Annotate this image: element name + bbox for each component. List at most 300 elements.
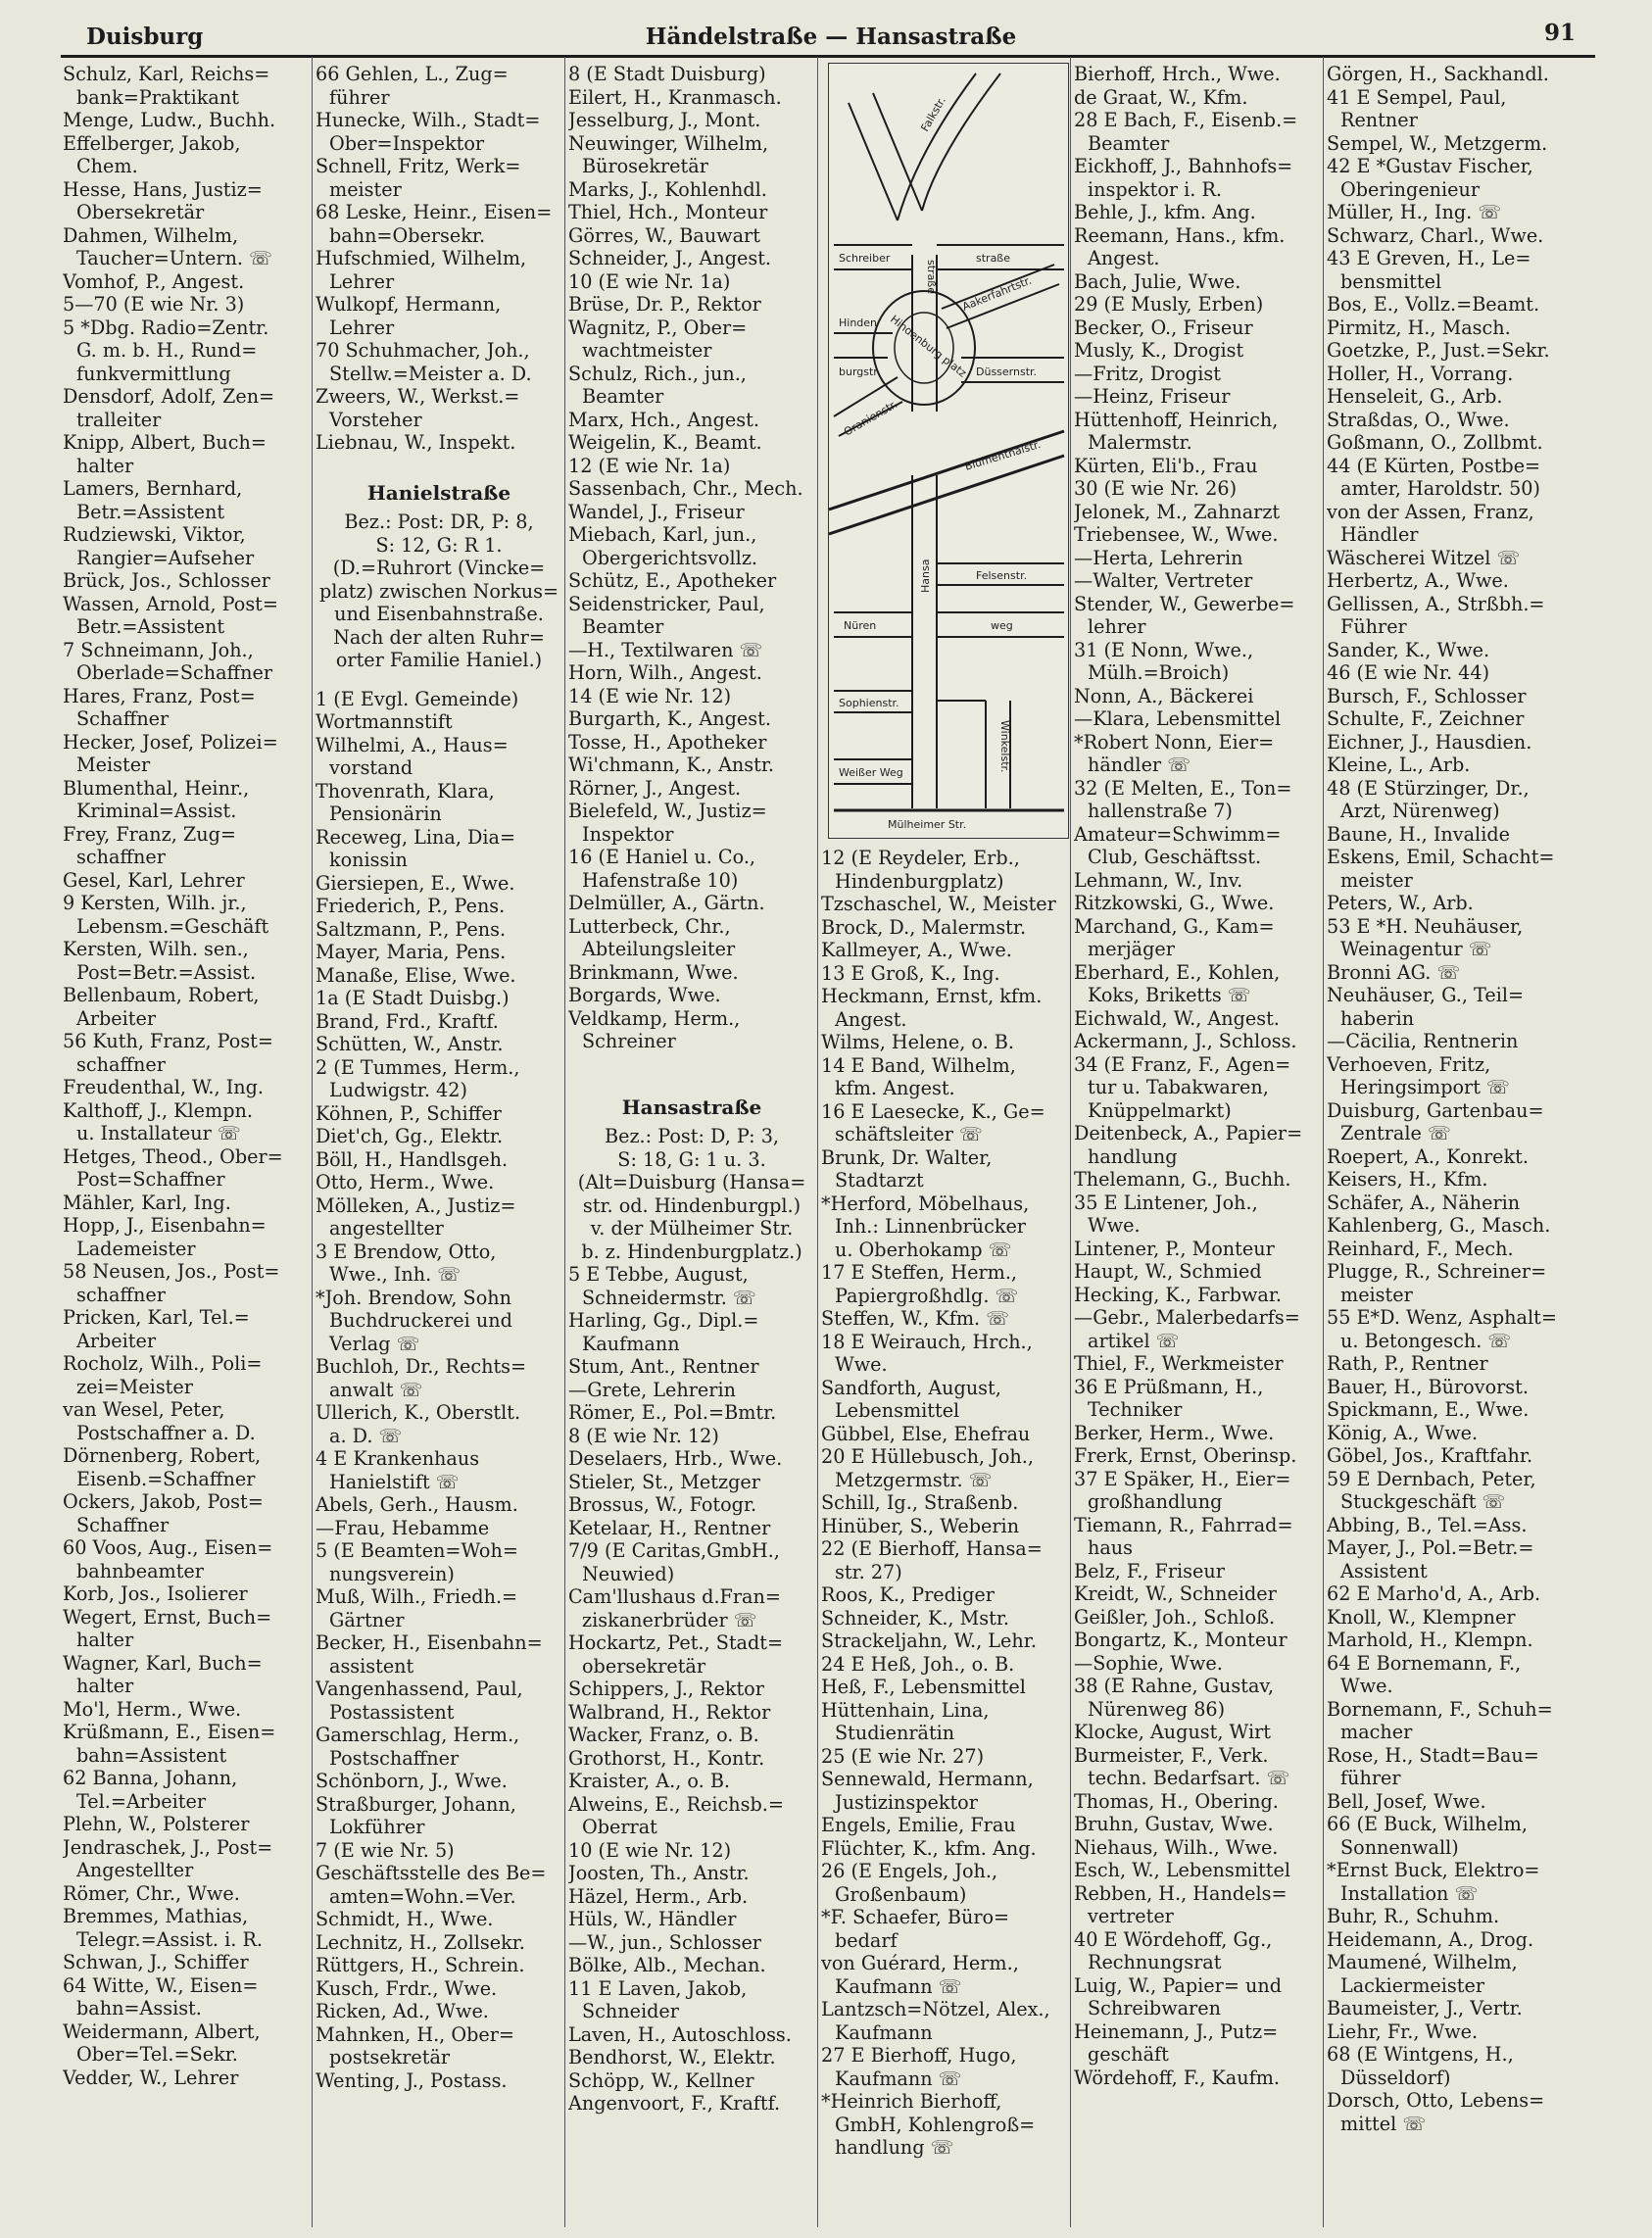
directory-entry: 8 (E wie Nr. 12)	[568, 1424, 719, 1447]
directory-entry: Mayer, Maria, Pens.	[316, 941, 507, 963]
directory-entry: Marx, Hch., Angest.	[568, 408, 759, 431]
directory-entry: Eskens, Emil, Schacht=	[1327, 846, 1555, 868]
directory-entry: Rudziewski, Viktor,	[63, 523, 246, 546]
entry-continuation: Chem.	[76, 155, 138, 177]
map-label-nueren: Nüren	[844, 619, 877, 632]
directory-entry: 14 (E wie Nr. 12)	[568, 684, 732, 707]
entry-continuation: angestellter	[329, 1217, 444, 1240]
directory-entry: 28 E Bach, F., Eisenb.=	[1074, 109, 1298, 131]
entry-continuation: kfm. Angest.	[835, 1077, 955, 1099]
directory-entry: Sempel, W., Metzgerm.	[1327, 131, 1548, 155]
directory-entry: Belz, F., Friseur	[1074, 1559, 1225, 1582]
directory-entry: —Fritz, Drogist	[1074, 362, 1221, 385]
directory-entry: Bierhoff, Hrch., Wwe.	[1074, 63, 1281, 85]
entry-continuation: amten=Wohn.=Ver.	[329, 1884, 516, 1908]
directory-entry: Jesselburg, J., Mont.	[568, 109, 761, 131]
directory-entry: Hecking, K., Farbwar.	[1074, 1283, 1282, 1306]
directory-entry: Bongartz, K., Monteur	[1074, 1629, 1288, 1651]
entry-continuation: amter, Haroldstr. 50)	[1340, 477, 1540, 500]
directory-entry: 3 E Brendow, Otto,	[316, 1240, 497, 1263]
entry-continuation: vertreter	[1088, 1905, 1174, 1927]
entry-continuation: bahnbeamter	[76, 1559, 204, 1582]
entry-continuation: Wwe., Inh. ☏	[329, 1263, 462, 1286]
street-description: S: 18, G: 1 u. 3.	[617, 1147, 766, 1171]
directory-entry: Liehr, Fr., Wwe.	[1327, 2019, 1479, 2043]
directory-entry: Wagnitz, P., Ober=	[568, 316, 748, 339]
directory-entry: Kreidt, W., Schneider	[1074, 1582, 1277, 1605]
directory-entry: 66 (E Buck, Wilhelm,	[1327, 1813, 1528, 1835]
directory-entry: 4 E Krankenhaus	[316, 1447, 480, 1470]
entry-continuation: Kriminal=Assist.	[76, 800, 237, 822]
directory-column-6	[1327, 63, 1593, 2224]
directory-entry: Roos, K., Prediger	[821, 1583, 995, 1606]
entry-continuation: Lebensm.=Geschäft	[76, 914, 269, 938]
entry-continuation: bedarf	[835, 1928, 898, 1952]
entry-continuation: u. Oberhokamp ☏	[835, 1238, 1012, 1261]
directory-entry: Wäscherei Witzel ☏	[1327, 546, 1521, 569]
directory-entry: Giersiepen, E., Wwe.	[316, 871, 515, 895]
entry-continuation: Ober=Tel.=Sekr.	[76, 2043, 238, 2066]
directory-entry: Göbel, Jos., Kraftfahr.	[1327, 1444, 1533, 1467]
directory-entry: Berker, Herm., Wwe.	[1074, 1421, 1275, 1444]
directory-entry: Pirmitz, H., Masch.	[1327, 316, 1511, 339]
entry-continuation: meister	[1340, 1283, 1413, 1306]
directory-entry: Lehmann, W., Inv.	[1074, 868, 1243, 892]
map-label-burgstr: burgstr	[839, 365, 878, 378]
entry-continuation: tralleiter	[76, 408, 162, 431]
directory-entry: Rüttgers, H., Schrein.	[316, 1954, 525, 1976]
directory-entry: Bell, Josef, Wwe.	[1327, 1789, 1486, 1813]
entry-continuation: Rechnungsrat	[1088, 1951, 1222, 1973]
directory-entry: Kusch, Frdr., Wwe.	[316, 1976, 498, 2000]
directory-entry: Abbing, B., Tel.=Ass.	[1327, 1513, 1528, 1536]
entry-continuation: Lebensmittel	[835, 1399, 960, 1422]
entry-continuation: Angest.	[1088, 247, 1160, 269]
street-description: orter Familie Haniel.)	[335, 649, 543, 671]
directory-entry: Schönborn, J., Wwe.	[316, 1770, 508, 1792]
directory-entry: Becker, H., Eisenbahn=	[316, 1631, 543, 1654]
directory-entry: Engels, Emilie, Frau	[821, 1814, 1016, 1836]
directory-entry: Veldkamp, Herm.,	[568, 1006, 741, 1030]
directory-entry: Marks, J., Kohlenhdl.	[568, 177, 767, 201]
directory-entry: —Frau, Hebamme	[316, 1516, 490, 1539]
column-divider	[1070, 57, 1071, 2227]
directory-entry: 7 Schneimann, Joh.,	[63, 638, 254, 661]
directory-entry: 53 E *H. Neuhäuser,	[1327, 914, 1524, 938]
directory-entry: Herbertz, A., Wwe.	[1327, 569, 1509, 592]
entry-continuation: nungsverein)	[329, 1562, 455, 1585]
entry-continuation: Heringsimport ☏	[1340, 1076, 1511, 1098]
map-label-weisser-weg: Weißer Weg	[839, 766, 903, 779]
directory-entry: Burmeister, F., Verk.	[1074, 1743, 1269, 1767]
entry-continuation: Malermstr.	[1088, 431, 1192, 454]
directory-entry: Manaße, Elise, Wwe.	[316, 963, 516, 987]
directory-entry: 43 E Greven, H., Le=	[1327, 247, 1531, 269]
directory-entry: Mo'l, Herm., Wwe.	[63, 1697, 242, 1721]
directory-entry: Hockartz, Pet., Stadt=	[568, 1631, 784, 1654]
directory-entry: Receweg, Lina, Dia=	[316, 825, 516, 849]
entry-continuation: Lademeister	[76, 1237, 196, 1260]
directory-entry: 1a (E Stadt Duisbg.)	[316, 987, 510, 1009]
directory-entry: Schöpp, W., Kellner	[568, 2068, 754, 2092]
entry-continuation: Club, Geschäftsst.	[1088, 846, 1262, 868]
entry-continuation: Kaufmann ☏	[835, 2067, 962, 2090]
header-rule	[61, 55, 1595, 58]
entry-continuation: Nürenweg 86)	[1088, 1697, 1226, 1721]
directory-entry: Buchloh, Dr., Rechts=	[316, 1355, 527, 1378]
directory-entry: 12 (E wie Nr. 1a)	[568, 454, 731, 477]
directory-entry: 37 E Späker, H., Eier=	[1074, 1467, 1291, 1490]
directory-entry: Zweers, W., Werkst.=	[316, 385, 520, 408]
directory-entry: Deselaers, Hrb., Wwe.	[568, 1447, 783, 1470]
directory-entry: Blumenthal, Heinr.,	[63, 776, 250, 800]
directory-entry: —Sophie, Wwe.	[1074, 1651, 1223, 1675]
entry-continuation: Händler	[1340, 523, 1419, 546]
directory-entry: Wenting, J., Postass.	[316, 2068, 508, 2092]
directory-entry: *Ernst Buck, Elektro=	[1327, 1859, 1540, 1881]
directory-entry: Kalthoff, J., Klempn.	[63, 1098, 253, 1122]
directory-entry: Hetges, Theod., Ober=	[63, 1144, 283, 1168]
directory-entry: Lantzsch=Nötzel, Alex.,	[821, 1998, 1050, 2020]
directory-entry: Jendraschek, J., Post=	[63, 1835, 273, 1859]
entry-continuation: Kaufmann	[835, 2020, 933, 2044]
map-label-hansa: Hansa	[919, 559, 932, 593]
entry-continuation: Eisenb.=Schaffner	[76, 1467, 256, 1490]
directory-entry: Sennewald, Hermann,	[821, 1768, 1034, 1790]
street-description: b. z. Hindenburgplatz.)	[581, 1240, 802, 1263]
directory-entry: Frerk, Ernst, Oberinsp.	[1074, 1444, 1297, 1467]
entry-continuation: artikel ☏	[1088, 1329, 1180, 1352]
entry-continuation: Stellw.=Meister a. D.	[329, 362, 532, 385]
directory-entry: Bellenbaum, Robert,	[63, 984, 260, 1006]
directory-entry: Wacker, Franz, o. B.	[568, 1724, 759, 1746]
directory-entry: Bronni AG. ☏	[1327, 960, 1461, 984]
entry-continuation: Assistent	[1340, 1559, 1428, 1582]
directory-entry: Bornemann, F., Schuh=	[1327, 1697, 1553, 1721]
directory-entry: Gellissen, A., Strßbh.=	[1327, 592, 1545, 615]
directory-entry: Brossus, W., Fotogr.	[568, 1493, 757, 1516]
column-divider	[817, 57, 818, 2227]
entry-continuation: Lehrer	[329, 269, 395, 293]
entry-continuation: G. m. b. H., Rund=	[76, 339, 258, 362]
directory-entry: de Graat, W., Kfm.	[1074, 85, 1248, 109]
entry-continuation: Schreiner	[582, 1030, 676, 1052]
entry-continuation: Lackiermeister	[1340, 1973, 1484, 1997]
directory-entry: Neuhäuser, G., Teil=	[1327, 984, 1525, 1006]
directory-entry: Wi'chmann, K., Anstr.	[568, 754, 775, 776]
directory-entry: 7 (E wie Nr. 5)	[316, 1838, 455, 1862]
entry-continuation: Lokführer	[329, 1816, 425, 1838]
directory-entry: 35 E Lintener, Joh.,	[1074, 1191, 1258, 1214]
directory-entry: Horn, Wilh., Angest.	[568, 661, 762, 684]
directory-entry: Triebensee, W., Wwe.	[1074, 523, 1279, 546]
directory-entry: Weidermann, Albert,	[63, 2019, 261, 2043]
entry-continuation: Ludwigstr. 42)	[329, 1079, 467, 1101]
entry-continuation: führer	[1340, 1767, 1401, 1789]
entry-continuation: Obersekretär	[76, 201, 205, 223]
directory-entry: 36 E Prüßmann, H.,	[1074, 1375, 1264, 1398]
entry-continuation: macher	[1340, 1721, 1413, 1743]
directory-entry: Densdorf, Adolf, Zen=	[63, 385, 275, 408]
directory-entry: Niehaus, Wilh., Wwe.	[1074, 1835, 1279, 1859]
directory-entry: Hecker, Josef, Polizei=	[63, 730, 278, 754]
directory-entry: Becker, O., Friseur	[1074, 316, 1253, 339]
directory-entry: 30 (E wie Nr. 26)	[1074, 477, 1238, 500]
entry-continuation: konissin	[329, 849, 408, 871]
directory-entry: Tzschaschel, W., Meister	[821, 893, 1056, 915]
directory-entry: Schütten, W., Anstr.	[316, 1033, 504, 1055]
directory-entry: Eickhoff, J., Bahnhofs=	[1074, 155, 1293, 177]
entry-continuation: obersekretär	[582, 1654, 706, 1678]
directory-entry: Goßmann, O., Zollbmt.	[1327, 431, 1543, 454]
directory-entry: Römer, E., Pol.=Bmtr.	[568, 1401, 777, 1424]
directory-entry: Neuwinger, Wilhelm,	[568, 131, 769, 155]
directory-entry: Wilhelmi, A., Haus=	[316, 733, 509, 756]
directory-entry: Wortmannstift	[316, 710, 453, 733]
entry-continuation: Rangier=Aufseher	[76, 546, 255, 569]
directory-entry: Mahnken, H., Ober=	[316, 2022, 514, 2046]
entry-continuation: anwalt ☏	[329, 1378, 423, 1401]
entry-continuation: Großenbaum)	[835, 1882, 967, 1906]
entry-continuation: schaffner	[76, 1283, 166, 1306]
directory-entry: 31 (E Nonn, Wwe.,	[1074, 638, 1254, 661]
directory-entry: Goetzke, P., Just.=Sekr.	[1327, 339, 1550, 362]
street-description: und Eisenbahnstraße.	[334, 603, 544, 625]
directory-entry: Müller, H., Ing. ☏	[1327, 201, 1502, 223]
directory-entry: 14 E Band, Wilhelm,	[821, 1053, 1016, 1077]
entry-continuation: u. Betongesch. ☏	[1340, 1329, 1512, 1352]
directory-entry: Bölke, Alb., Mechan.	[568, 1954, 766, 1976]
directory-entry: Hufschmied, Wilhelm,	[316, 247, 527, 269]
entry-continuation: Führer	[1340, 615, 1407, 638]
directory-entry: Thelemann, G., Buchh.	[1074, 1168, 1291, 1191]
entry-continuation: Betr.=Assistent	[76, 500, 225, 523]
entry-continuation: schäftsleiter ☏	[835, 1123, 984, 1145]
directory-entry: Angenvoort, F., Kraftf.	[568, 2092, 781, 2115]
directory-entry: Schmidt, H., Wwe.	[316, 1908, 494, 1930]
directory-column-5	[1074, 63, 1321, 2224]
directory-entry: 10 (E wie Nr. 1a)	[568, 269, 731, 293]
directory-entry: Verhoeven, Fritz,	[1327, 1052, 1491, 1076]
directory-entry: Abels, Gerh., Hausm.	[316, 1493, 518, 1516]
directory-entry: 10 (E wie Nr. 12)	[568, 1838, 732, 1862]
entry-continuation: Beamter	[582, 385, 664, 408]
directory-entry: 62 E Marho'd, A., Arb.	[1327, 1582, 1541, 1605]
directory-entry: Sander, K., Wwe.	[1327, 638, 1490, 661]
directory-entry: Heß, F., Lebensmittel	[821, 1676, 1026, 1698]
directory-entry: 7/9 (E Caritas,GmbH.,	[568, 1539, 780, 1562]
column-divider	[564, 57, 565, 2227]
entry-continuation: Techniker	[1088, 1398, 1183, 1421]
directory-entry: Effelberger, Jakob,	[63, 131, 241, 155]
directory-entry: Bielefeld, W., Justiz=	[568, 800, 767, 822]
entry-continuation: Rentner	[1340, 109, 1418, 131]
entry-continuation: vorstand	[329, 756, 413, 779]
street-heading: Hansastraße	[621, 1095, 762, 1119]
directory-entry: Schill, Ig., Straßenb.	[821, 1491, 1019, 1514]
entry-continuation: Inspektor	[582, 822, 674, 846]
entry-continuation: Oberrat	[582, 1816, 657, 1838]
directory-entry: 16 (E Haniel u. Co.,	[568, 846, 756, 868]
entry-continuation: Inh.: Linnenbrücker	[835, 1215, 1026, 1238]
entry-continuation: inspektor i. R.	[1088, 177, 1223, 201]
page-header	[86, 20, 1576, 55]
entry-continuation: geschäft	[1088, 2043, 1169, 2066]
street-description: (Alt=Duisburg (Hansa=	[577, 1171, 806, 1193]
directory-entry: Schulte, F., Zeichner	[1327, 707, 1525, 730]
directory-entry: Keisers, H., Kfm.	[1327, 1168, 1488, 1191]
directory-entry: 5 *Dbg. Radio=Zentr.	[63, 316, 269, 339]
directory-entry: Tiemann, R., Fahrrad=	[1074, 1513, 1293, 1536]
directory-entry: Mähler, Karl, Ing.	[63, 1191, 231, 1214]
entry-continuation: Kaufmann	[582, 1332, 680, 1355]
directory-entry: Korb, Jos., Isolierer	[63, 1582, 248, 1605]
directory-entry: Deitenbeck, A., Papier=	[1074, 1122, 1303, 1144]
directory-entry: Brock, D., Malermstr.	[821, 915, 1027, 939]
entry-continuation: Post=Schaffner	[76, 1168, 225, 1191]
directory-entry: Eichner, J., Hausdien.	[1327, 730, 1532, 754]
entry-continuation: Papiergroßhdlg. ☏	[835, 1284, 1019, 1307]
directory-entry: Hüls, W., Händler	[568, 1908, 737, 1930]
directory-entry: 32 (E Melten, E., Ton=	[1074, 776, 1292, 800]
directory-entry: Ackermann, J., Schloss.	[1074, 1030, 1297, 1052]
directory-entry: Lamers, Bernhard,	[63, 477, 243, 500]
directory-entry: Hunecke, Wilh., Stadt=	[316, 109, 541, 131]
directory-entry: 64 Witte, W., Eisen=	[63, 1973, 259, 1997]
entry-continuation: Vorsteher	[329, 408, 422, 431]
street-map-drawing	[829, 64, 1068, 838]
spacer	[568, 1069, 815, 1085]
directory-entry: Straßburger, Johann,	[316, 1792, 516, 1816]
directory-entry: Brück, Jos., Schlosser	[63, 569, 270, 592]
directory-entry: Gübbel, Else, Ehefrau	[821, 1422, 1031, 1445]
entry-continuation: handlung ☏	[835, 2136, 954, 2159]
directory-entry: König, A., Wwe.	[1327, 1421, 1479, 1444]
entry-continuation: Verlag ☏	[329, 1332, 420, 1355]
directory-entry: Burgarth, K., Angest.	[568, 707, 771, 730]
entry-continuation: Lehrer	[329, 316, 395, 339]
directory-entry: Henseleit, G., Arb.	[1327, 385, 1503, 408]
directory-entry: 13 E Groß, K., Ing.	[821, 961, 1000, 985]
directory-entry: Thomas, H., Obering.	[1074, 1789, 1279, 1813]
entry-continuation: Arzt, Nürenweg)	[1340, 800, 1500, 822]
directory-entry: Miebach, Karl, jun.,	[568, 523, 757, 546]
entry-continuation: meister	[1340, 868, 1413, 892]
directory-entry: Sandforth, August,	[821, 1376, 1001, 1399]
directory-entry: Kallmeyer, A., Wwe.	[821, 939, 1012, 961]
directory-entry: Buhr, R., Schuhm.	[1327, 1905, 1500, 1927]
directory-entry: Maumené, Wilhelm,	[1327, 1951, 1518, 1973]
directory-entry: *Robert Nonn, Eier=	[1074, 730, 1275, 754]
directory-entry: 26 (E Engels, Joh.,	[821, 1860, 998, 1882]
directory-entry: Brunk, Dr. Walter,	[821, 1145, 993, 1169]
directory-entry: Freudenthal, W., Ing.	[63, 1076, 265, 1098]
entry-continuation: Oberlade=Schaffner	[76, 661, 273, 684]
directory-entry: Schäfer, A., Näherin	[1327, 1191, 1521, 1214]
directory-entry: Gamerschlag, Herm.,	[316, 1724, 520, 1746]
entry-continuation: Postschaffner a. D.	[76, 1421, 256, 1444]
street-description: (D.=Ruhrort (Vincke=	[332, 557, 546, 579]
directory-entry: Behle, J., kfm. Ang.	[1074, 201, 1256, 223]
directory-entry: Klocke, August, Wirt	[1074, 1721, 1271, 1743]
directory-entry: Walbrand, H., Rektor	[568, 1700, 771, 1724]
directory-entry: 16 E Laesecke, K., Ge=	[821, 1099, 1045, 1123]
street-description: Bez.: Post: DR, P: 8,	[344, 511, 534, 533]
directory-entry: Joosten, Th., Anstr.	[568, 1862, 750, 1884]
directory-entry: 11 E Laven, Jakob,	[568, 1976, 748, 2000]
directory-entry: Wördehoff, F., Kaufm.	[1074, 2066, 1280, 2089]
map-label-aakerfahrtstr: Aakerfahrtstr.	[960, 273, 1034, 314]
directory-entry: Stieler, St., Metzger	[568, 1470, 760, 1493]
directory-column-2	[316, 63, 562, 2224]
entry-continuation: tur u. Tabakwaren,	[1088, 1076, 1269, 1098]
directory-entry: Marchand, G., Kam=	[1074, 914, 1275, 938]
entry-continuation: Koks, Briketts ☏	[1088, 984, 1251, 1006]
entry-continuation: bahn=Assist.	[76, 1997, 202, 2019]
directory-entry: Peters, W., Arb.	[1327, 892, 1474, 914]
directory-entry: Kraister, A., o. B.	[568, 1770, 731, 1792]
directory-entry: —Walter, Vertreter	[1074, 569, 1253, 592]
entry-continuation: mittel ☏	[1340, 2112, 1427, 2135]
directory-entry: Schulz, Karl, Reichs=	[63, 63, 270, 85]
directory-entry: 46 (E wie Nr. 44)	[1327, 661, 1490, 684]
directory-entry: Otto, Herm., Wwe.	[316, 1171, 495, 1193]
entry-continuation: Hindenburgplatz)	[835, 869, 1004, 893]
directory-entry: Sassenbach, Chr., Mech.	[568, 477, 803, 500]
street-description: platz) zwischen Norkus=	[318, 579, 559, 603]
entry-continuation: Weinagentur ☏	[1340, 938, 1492, 960]
entry-continuation: Pensionärin	[329, 803, 442, 825]
entry-continuation: Hanielstift ☏	[329, 1470, 460, 1493]
directory-entry: Schwan, J., Schiffer	[63, 1951, 249, 1973]
directory-entry: 40 E Wördehoff, Gg.,	[1074, 1927, 1273, 1951]
directory-entry: Knoll, W., Klempner	[1327, 1605, 1516, 1629]
directory-entry: Borgards, Wwe.	[568, 984, 721, 1006]
directory-entry: Kürten, Eli'b., Frau	[1074, 454, 1258, 477]
directory-entry: Kersten, Wilh. sen.,	[63, 938, 249, 960]
directory-entry: Brand, Frd., Kraftf.	[316, 1009, 499, 1033]
entry-continuation: meister	[329, 177, 402, 201]
entry-continuation: Schaffner	[76, 1513, 170, 1536]
directory-entry: Geißler, Joh., Schloß.	[1074, 1605, 1276, 1629]
directory-entry: Bos, E., Vollz.=Beamt.	[1327, 293, 1540, 316]
directory-entry: Ritzkowski, G., Wwe.	[1074, 892, 1275, 914]
street-description: Bez.: Post: D, P: 3,	[604, 1125, 780, 1147]
directory-entry: Brinkmann, Wwe.	[568, 960, 739, 984]
directory-entry: Heckmann, Ernst, kfm.	[821, 985, 1043, 1007]
map-label-duesserstr: Düssernstr.	[976, 365, 1038, 378]
directory-entry: Bursch, F., Schlosser	[1327, 684, 1527, 707]
directory-entry: 59 E Dernbach, Peter,	[1327, 1467, 1536, 1490]
entry-continuation: assistent	[329, 1654, 414, 1678]
directory-entry: Wegert, Ernst, Buch=	[63, 1605, 272, 1629]
entry-continuation: postsekretär	[329, 2046, 451, 2068]
entry-continuation: Beamter	[582, 615, 664, 638]
directory-entry: Menge, Ludw., Buchh.	[63, 109, 276, 131]
entry-continuation: ziskanerbrüder ☏	[582, 1608, 757, 1631]
directory-entry: 60 Voos, Aug., Eisen=	[63, 1536, 273, 1559]
directory-entry: van Wesel, Peter,	[63, 1398, 225, 1421]
directory-entry: Mölleken, A., Justiz=	[316, 1193, 516, 1217]
directory-entry: Friederich, P., Pens.	[316, 895, 506, 917]
directory-entry: Marhold, H., Klempn.	[1327, 1629, 1533, 1651]
directory-entry: Rörner, J., Angest.	[568, 776, 742, 800]
entry-continuation: Wwe.	[835, 1353, 888, 1376]
directory-entry: Vangenhassend, Paul,	[316, 1678, 523, 1700]
directory-entry: Lintener, P., Monteur	[1074, 1237, 1275, 1260]
directory-entry: —Cäcilia, Rentnerin	[1327, 1030, 1519, 1052]
directory-entry: Flüchter, K., kfm. Ang.	[821, 1836, 1037, 1860]
